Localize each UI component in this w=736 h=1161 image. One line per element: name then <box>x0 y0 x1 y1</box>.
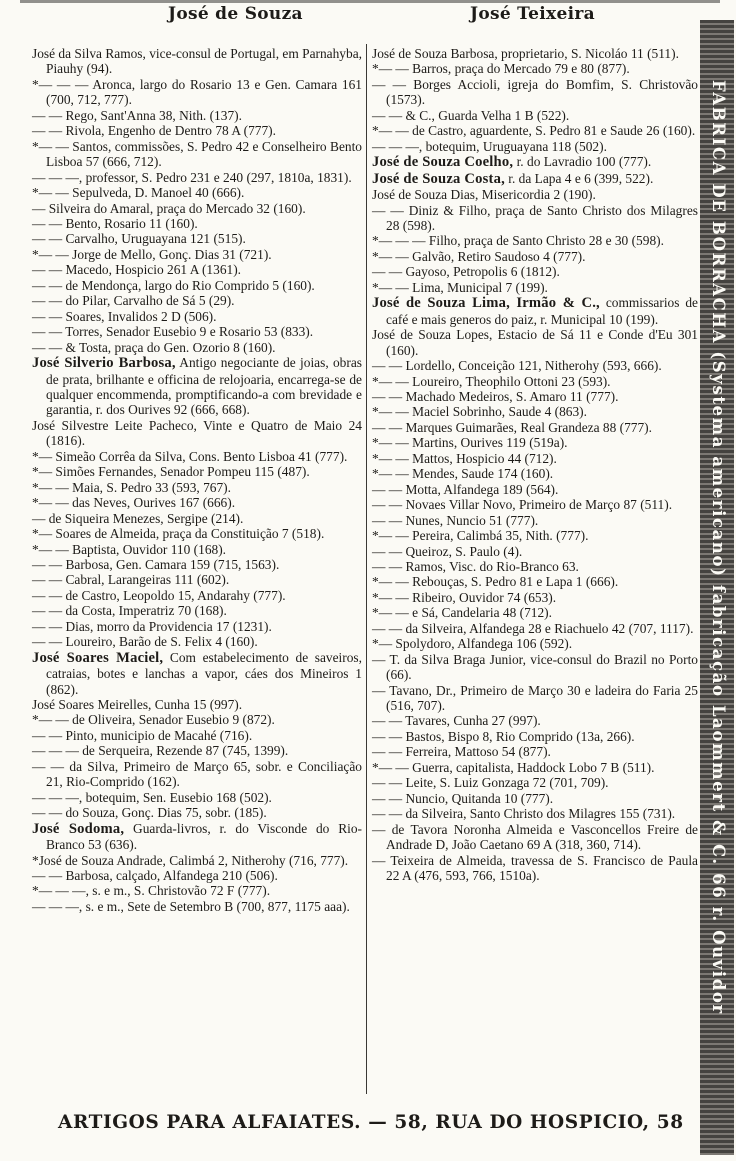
directory-entry <box>32 123 362 138</box>
directory-entry <box>372 108 698 123</box>
entry-text: *— — Pereira, Calimbá 35, Nith. (777). <box>372 528 589 544</box>
entry-text: — — Pinto, municipio de Macahé (716). <box>32 727 253 743</box>
directory-entry <box>32 572 362 587</box>
entry-text: *— — Maciel Sobrinho, Saude 4 (863). <box>372 404 587 420</box>
directory-entry <box>32 185 362 200</box>
directory-entry <box>372 513 698 528</box>
entry-name: José Silverio Barbosa, <box>32 355 176 372</box>
entry-text: — — Tavares, Cunha 27 (997). <box>372 713 541 729</box>
entry-text: *— Simeão Corrêa da Silva, Cons. Bento Lisboa 41 (777). <box>32 448 348 464</box>
entry-text: — — Bastos, Bispo 8, Rio Comprido (13a, 266). <box>372 728 635 744</box>
directory-entry <box>32 743 362 758</box>
entry-text: — — Ferreira, Mattoso 54 (877). <box>372 744 551 760</box>
directory-entry <box>32 790 362 805</box>
directory-entry <box>32 201 362 216</box>
directory-entry <box>372 544 698 559</box>
entry-text: — — Loureiro, Barão de S. Felix 4 (160). <box>32 634 258 650</box>
entry-text: *— — Martins, Ourives 119 (519a). <box>372 435 568 451</box>
side-banner-text: FABRICA DE BORRACHA (Systema americano) fabricação Laommert & C. 66 r. Ouvidor <box>709 80 728 1015</box>
entry-text: José de Souza Dias, Misericordia 2 (190). <box>372 187 596 203</box>
directory-entry <box>372 139 698 154</box>
entry-text: — — Borges Accioli, igreja do Bomfim, S. Christovão (1573). <box>372 76 698 108</box>
directory-entry <box>372 652 698 683</box>
entry-name: José Soares Maciel, <box>32 649 164 666</box>
column-divider <box>366 44 367 1094</box>
directory-entry <box>32 542 362 557</box>
directory-entry <box>372 466 698 481</box>
directory-entry <box>372 744 698 759</box>
entry-text: *— — Maia, S. Pedro 33 (593, 767). <box>32 479 231 495</box>
directory-entry <box>372 775 698 790</box>
directory-entry <box>372 404 698 419</box>
entry-text: — — —, s. e m., Sete de Setembro B (700, 877, 1175 aaa). <box>32 898 350 914</box>
entry-text: — Silveira do Amaral, praça do Mercado 32 (160). <box>32 200 306 216</box>
entry-text: *— — —, s. e m., S. Christovão 72 F (777). <box>32 883 271 899</box>
entry-text: — — Queiroz, S. Paulo (4). <box>372 543 523 559</box>
entry-text: *— — Sepulveda, D. Manoel 40 (666). <box>32 185 245 201</box>
entry-text: *— — Baptista, Ouvidor 110 (168). <box>32 541 227 557</box>
entry-text: — — Novaes Villar Novo, Primeiro de Março 87 (511). <box>372 497 673 513</box>
entry-text: — — Nunes, Nuncio 51 (777). <box>372 512 539 528</box>
directory-entry <box>32 324 362 339</box>
entry-text: r. da Lapa 4 e 6 (399, 522). <box>504 170 654 186</box>
directory-entry <box>32 231 362 246</box>
entry-text: José de Souza Lopes, Estacio de Sá 11 e Conde d'Eu 301 (160). <box>372 327 698 358</box>
entry-text: — T. da Silva Braga Junior, vice-consul do Brazil no Porto (66). <box>372 651 698 683</box>
directory-entry <box>372 280 698 295</box>
entry-text: — — do Pilar, Carvalho de Sá 5 (29). <box>32 293 235 309</box>
entry-text: José de Souza Barbosa, proprietario, S. Nicoláo 11 (511). <box>372 46 679 61</box>
entry-text: — — da Silva, Primeiro de Março 65, sobr. e Conciliação 21, Rio-Comprido (162). <box>32 758 362 790</box>
entry-text: — — de Mendonça, largo do Rio Comprido 5 (160). <box>32 277 315 293</box>
entry-text: — — Bento, Rosario 11 (160). <box>32 215 198 231</box>
entry-text: — — & C., Guarda Velha 1 B (522). <box>372 107 570 123</box>
directory-entry <box>32 526 362 541</box>
directory-entry <box>32 495 362 510</box>
directory-entry <box>372 853 698 884</box>
entry-name: José de Souza Costa, <box>372 170 505 187</box>
directory-entry <box>32 634 362 649</box>
entry-text: *— — — Aronca, largo do Rosario 13 e Gen. Camara 161 (700, 712, 777). <box>32 76 362 108</box>
entry-text: *— Spolydoro, Alfandega 106 (592). <box>372 636 573 652</box>
entry-text: — — Barbosa, Gen. Camara 159 (715, 1563). <box>32 556 280 572</box>
directory-entry <box>32 170 362 185</box>
directory-entry <box>372 451 698 466</box>
entry-text: — — —, professor, S. Pedro 231 e 240 (297, 1810a, 1831). <box>32 169 352 185</box>
entry-text: r. do Lavradio 100 (777). <box>513 154 652 170</box>
directory-entry <box>32 108 362 123</box>
entry-text: Antigo negociante de joias, obras de prata, brilhante e officina de relojoaria, encarrega-se de qualquer encommenda, promptificando-a com brevidade e garantia, r. dos Ourives 92 (666, 668). <box>46 355 362 418</box>
left-column <box>32 46 362 914</box>
entry-text: — de Siqueira Menezes, Sergipe (214). <box>32 510 244 526</box>
directory-entry <box>372 46 698 61</box>
directory-entry <box>372 822 698 853</box>
directory-entry <box>32 759 362 790</box>
directory-entry <box>32 262 362 277</box>
directory-entry <box>32 418 362 449</box>
entry-text: — — Marques Guimarães, Real Grandeza 88 (777). <box>372 419 652 435</box>
entry-name: José de Souza Lima, Irmão & C., <box>372 295 600 312</box>
entry-text: — — Macedo, Hospicio 261 A (1361). <box>32 262 242 278</box>
directory-entry <box>372 791 698 806</box>
directory-entry <box>32 139 362 170</box>
entry-text: — — Soares, Invalidos 2 D (506). <box>32 308 217 324</box>
entry-text: *— — — Filho, praça de Santo Christo 28 e 30 (598). <box>372 233 664 249</box>
directory-entry <box>372 713 698 728</box>
entry-text: *— — Barros, praça do Mercado 79 e 80 (877). <box>372 61 630 77</box>
entry-text: — — — de Serqueira, Rezende 87 (745, 1399). <box>32 743 289 759</box>
directory-entry <box>372 621 698 636</box>
directory-entry <box>372 123 698 138</box>
directory-entry <box>372 574 698 589</box>
directory-entry <box>372 171 698 187</box>
entry-text: — — Diniz & Filho, praça de Santo Christo dos Milagres 28 (598). <box>372 202 698 233</box>
directory-entry <box>32 619 362 634</box>
directory-entry <box>372 295 698 327</box>
entry-text: — — do Souza, Gonç. Dias 75, sobr. (185). <box>32 805 267 821</box>
entry-text: *— — e Sá, Candelaria 48 (712). <box>372 605 552 621</box>
directory-entry <box>372 605 698 620</box>
directory-entry <box>32 588 362 603</box>
directory-entry <box>32 557 362 572</box>
entry-text: *— — Jorge de Mello, Gonç. Dias 31 (721). <box>32 246 272 262</box>
entry-text: — — —, botequim, Uruguayana 118 (502). <box>372 138 607 154</box>
entry-text: commissarios de café e mais generos do paiz, r. Municipal 10 (199). <box>386 295 699 327</box>
entry-text: — — & Tosta, praça do Gen. Ozorio 8 (160). <box>32 339 276 355</box>
entry-text: — — Rego, Sant'Anna 38, Nith. (137). <box>32 107 242 123</box>
entry-name: José de Souza Coelho, <box>372 154 514 171</box>
directory-entry <box>32 899 362 914</box>
directory-entry <box>32 77 362 108</box>
directory-entry <box>372 420 698 435</box>
entry-text: José Soares Meirelles, Cunha 15 (997). <box>32 697 243 713</box>
entry-text: Guarda-livros, r. do Visconde do Rio-Branco 53 (636). <box>46 820 362 853</box>
entry-text: — — da Costa, Imperatriz 70 (168). <box>32 603 227 619</box>
directory-entry <box>372 187 698 202</box>
entry-text: *— — Mattos, Hospicio 44 (712). <box>372 450 557 466</box>
entry-text: *— — Guerra, capitalista, Haddock Lobo 7 B (511). <box>372 759 655 775</box>
entry-text: *— — Mendes, Saude 174 (160). <box>372 466 554 482</box>
entry-text: — — Motta, Alfandega 189 (564). <box>372 481 559 497</box>
entry-text: *— — Galvão, Retiro Saudoso 4 (777). <box>372 248 586 264</box>
directory-entry <box>372 374 698 389</box>
directory-entry <box>32 650 362 697</box>
directory-entry <box>32 355 362 418</box>
directory-entry <box>32 603 362 618</box>
directory-entry <box>32 278 362 293</box>
directory-entry <box>32 216 362 231</box>
directory-entry <box>32 449 362 464</box>
entry-text: *— — Santos, commissões, S. Pedro 42 e Conselheiro Bento Lisboa 57 (666, 712). <box>32 138 362 170</box>
directory-entry <box>372 683 698 714</box>
entry-text: — Teixeira de Almeida, travessa de S. Francisco de Paula 22 A (476, 593, 766, 1510a). <box>372 852 698 884</box>
entry-text: — — Torres, Senador Eusebio 9 e Rosario 53 (833). <box>32 324 314 340</box>
entry-text: — — —, botequim, Sen. Eusebio 168 (502). <box>32 789 272 805</box>
entry-text: *— Simões Fernandes, Senador Pompeu 115 (487). <box>32 464 310 480</box>
entry-text: — — Dias, morro da Providencia 17 (1231). <box>32 618 272 634</box>
entry-text: — — Machado Medeiros, S. Amaro 11 (777). <box>372 388 619 404</box>
entry-name: José Sodoma, <box>32 820 125 837</box>
running-header <box>0 2 736 26</box>
directory-entry <box>372 760 698 775</box>
entry-text: José da Silva Ramos, vice-consul de Portugal, em Parnahyba, Piauhy (94). <box>32 46 362 77</box>
directory-entry <box>372 203 698 234</box>
entry-text: — — de Castro, Leopoldo 15, Andarahy (777). <box>32 587 286 603</box>
entry-text: *— — de Oliveira, Senador Eusebio 9 (872). <box>32 712 275 728</box>
directory-entry <box>372 154 698 170</box>
entry-text: — — Nuncio, Quitanda 10 (777). <box>372 790 554 806</box>
directory-entry <box>32 728 362 743</box>
directory-entry <box>32 511 362 526</box>
directory-entry <box>372 358 698 373</box>
entry-text: — — da Silveira, Santo Christo dos Milagres 155 (731). <box>372 806 676 822</box>
directory-entry <box>32 868 362 883</box>
directory-entry <box>32 712 362 727</box>
right-column <box>372 46 698 883</box>
entry-text: — — Rivola, Engenho de Dentro 78 A (777). <box>32 123 276 139</box>
entry-text: — — Carvalho, Uruguayana 121 (515). <box>32 231 246 247</box>
entry-text: *— — Lima, Municipal 7 (199). <box>372 279 548 295</box>
directory-entry <box>32 805 362 820</box>
entry-text: *— — Ribeiro, Ouvidor 74 (653). <box>372 589 557 605</box>
footer-advertisement: ARTIGOS PARA ALFAIATES. — 58, RUA DO HOSPICIO, 58 <box>58 1112 684 1133</box>
entry-text: José Silvestre Leite Pacheco, Vinte e Quatro de Maio 24 (1816). <box>32 417 362 449</box>
entry-text: — — Barbosa, calçado, Alfandega 210 (506). <box>32 868 278 884</box>
directory-entry <box>32 309 362 324</box>
directory-entry <box>372 327 698 358</box>
entry-text: Com estabelecimento de saveiros, catraias, botes e lanchas a vapor, cáes dos Mineiros 1 (862). <box>46 649 362 697</box>
directory-entry <box>32 821 362 853</box>
entry-text: *— — Loureiro, Theophilo Ottoni 23 (593). <box>372 373 611 389</box>
directory-entry <box>372 77 698 108</box>
directory-entry <box>32 480 362 495</box>
entry-text: — — da Silveira, Alfandega 28 e Riachuelo 42 (707, 1117). <box>372 620 694 636</box>
entry-text: — de Tavora Noronha Almeida e Vasconcellos Freire de Andrade D, João Caetano 69 A (318, 360, 714). <box>372 821 698 853</box>
directory-entry <box>372 389 698 404</box>
directory-entry <box>372 806 698 821</box>
entry-text: — Tavano, Dr., Primeiro de Março 30 e ladeira do Faria 25 (516, 707). <box>372 682 698 714</box>
directory-entry <box>372 590 698 605</box>
directory-entry <box>372 233 698 248</box>
entry-text: — — Lordello, Conceição 121, Nitherohy (593, 666). <box>372 358 662 374</box>
directory-entry <box>372 636 698 651</box>
directory-entry <box>32 340 362 355</box>
entry-text: *José de Souza Andrade, Calimbá 2, Nitherohy (716, 777). <box>32 852 349 868</box>
header-right: José Teixeira <box>470 4 595 24</box>
directory-entry <box>372 559 698 574</box>
directory-entry <box>32 293 362 308</box>
header-left: José de Souza <box>168 4 303 24</box>
entry-text: *— — das Neves, Ourives 167 (666). <box>32 495 236 511</box>
directory-entry <box>372 729 698 744</box>
entry-text: *— Soares de Almeida, praça da Constituição 7 (518). <box>32 526 325 542</box>
directory-entry <box>32 247 362 262</box>
directory-entry <box>32 853 362 868</box>
entry-text: — — Gayoso, Petropolis 6 (1812). <box>372 264 560 280</box>
directory-entry <box>32 464 362 479</box>
directory-entry <box>372 435 698 450</box>
directory-entry <box>372 482 698 497</box>
directory-entry <box>372 264 698 279</box>
directory-entry <box>32 883 362 898</box>
directory-entry <box>372 528 698 543</box>
entry-text: — — Cabral, Larangeiras 111 (602). <box>32 572 230 588</box>
directory-entry <box>32 46 362 77</box>
entry-text: *— — de Castro, aguardente, S. Pedro 81 e Saude 26 (160). <box>372 123 696 139</box>
entry-text: — — Leite, S. Luiz Gonzaga 72 (701, 709). <box>372 775 609 791</box>
directory-entry <box>372 497 698 512</box>
directory-entry <box>372 61 698 76</box>
directory-entry <box>372 249 698 264</box>
entry-text: — — Ramos, Visc. do Rio-Branco 63. <box>372 558 579 574</box>
entry-text: *— — Rebouças, S. Pedro 81 e Lapa 1 (666). <box>372 574 619 590</box>
directory-entry <box>32 697 362 712</box>
